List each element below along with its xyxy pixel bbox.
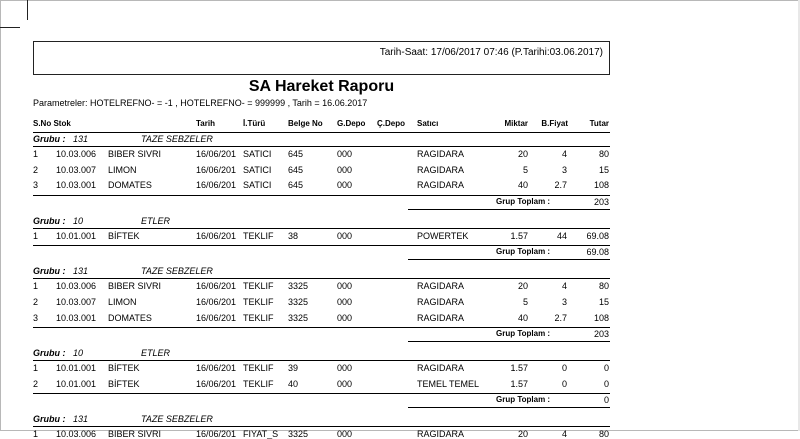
row-stok-name: BİFTEK (108, 230, 140, 241)
group-total-value: 0 (603, 395, 609, 406)
row-b-fiyat: 4 (561, 149, 567, 159)
row-b-fiyat: 44 (556, 230, 567, 241)
row-stok-code: 10.03.006 (56, 281, 97, 292)
row-stok-code: 10.01.001 (56, 378, 97, 389)
group-total-rule (33, 245, 610, 246)
row-stok-name: LIMON (108, 164, 137, 175)
row-b-fiyat: 2.7 (554, 180, 567, 191)
row-g-depo: 000 (337, 230, 353, 241)
group-label: Grubu : (33, 414, 66, 425)
group-label: Grubu : (33, 266, 66, 277)
group-rule (33, 278, 610, 279)
group-rule (33, 228, 610, 229)
row-g-depo: 000 (337, 312, 353, 323)
row-b-fiyat: 0 (561, 378, 567, 389)
row-stok-code: 10.03.007 (56, 297, 97, 307)
row-belge-no: 39 (288, 363, 299, 374)
row-turu: TEKLIF (243, 378, 274, 389)
row-no: 2 (33, 378, 39, 389)
row-g-depo: 000 (337, 281, 353, 292)
row-tutar: 0 (603, 378, 609, 389)
col-header-sno-stok: S.No Stok (33, 119, 71, 128)
row-tarih: 16/06/201 (196, 164, 237, 175)
row-turu: SATICI (243, 149, 272, 159)
row-miktar: 5 (522, 164, 528, 175)
row-no: 1 (33, 429, 39, 439)
row-b-fiyat: 2.7 (554, 312, 567, 323)
group-code: 131 (73, 266, 89, 277)
row-satici: POWERTEK (417, 230, 469, 241)
col-header-tutar: Tutar (589, 119, 609, 128)
group-label: Grubu : (33, 215, 66, 226)
row-tutar: 80 (598, 429, 609, 439)
report-header-box (33, 41, 610, 75)
row-tutar: 108 (593, 180, 609, 191)
group-rule (33, 360, 610, 361)
row-belge-no: 3325 (288, 429, 309, 439)
crop-mark-horizontal (0, 27, 20, 28)
row-no: 1 (33, 363, 39, 374)
row-no: 3 (33, 312, 39, 323)
report-date-stamp: Tarih-Saat: 17/06/2017 07:46 (P.Tarihi:03.06.2017) (379, 47, 603, 58)
col-header-g-depo: G.Depo (337, 119, 366, 128)
row-no: 1 (33, 281, 39, 292)
row-tarih: 16/06/201 (196, 230, 237, 241)
row-satici: RAGIDARA (417, 312, 465, 323)
row-stok-name: LIMON (108, 297, 137, 307)
row-stok-code: 10.03.001 (56, 312, 97, 323)
group-code: 10 (73, 215, 84, 226)
crop-mark-vertical (27, 0, 28, 20)
row-g-depo: 000 (337, 149, 353, 159)
row-g-depo: 000 (337, 429, 353, 439)
row-g-depo: 000 (337, 164, 353, 175)
row-miktar: 20 (517, 281, 528, 292)
row-no: 3 (33, 180, 39, 191)
row-belge-no: 3325 (288, 312, 309, 323)
row-miktar: 1.57 (510, 363, 528, 374)
group-rule (33, 146, 610, 147)
row-belge-no: 3325 (288, 281, 309, 292)
col-header-tarih: Tarih (196, 119, 215, 128)
group-name: ETLER (141, 215, 171, 226)
row-turu: TEKLIF (243, 363, 274, 374)
group-total-rule (33, 195, 610, 196)
row-stok-name: BİFTEK (108, 363, 140, 374)
row-stok-code: 10.03.006 (56, 149, 97, 159)
row-stok-code: 10.01.001 (56, 230, 97, 241)
row-tutar: 80 (598, 281, 609, 292)
group-total-value: 69.08 (586, 247, 609, 258)
group-total-rule (33, 393, 610, 394)
row-b-fiyat: 3 (561, 297, 567, 307)
group-code: 10 (73, 348, 84, 359)
col-header-b-fiyat: B.Fiyat (541, 119, 568, 128)
row-no: 1 (33, 230, 39, 241)
group-name: TAZE SEBZELER (141, 414, 213, 425)
group-label: Grubu : (33, 134, 66, 144)
row-satici: RAGIDARA (417, 297, 465, 307)
row-tarih: 16/06/201 (196, 149, 237, 159)
col-header-miktar: Miktar (504, 119, 528, 128)
row-tutar: 69.08 (586, 230, 609, 241)
row-stok-name: BIBER SIVRI (108, 429, 162, 439)
group-name: TAZE SEBZELER (141, 134, 213, 144)
row-belge-no: 645 (288, 164, 304, 175)
row-turu: TEKLIF (243, 281, 274, 292)
row-belge-no: 645 (288, 180, 304, 191)
group-rule (33, 426, 610, 427)
row-miktar: 40 (517, 312, 528, 323)
row-miktar: 20 (517, 149, 528, 159)
row-stok-name: DOMATES (108, 312, 152, 323)
group-total-label: Grup Toplam : (496, 247, 551, 257)
row-no: 2 (33, 164, 39, 175)
row-miktar: 20 (517, 429, 528, 439)
col-header-satici: Satıcı (417, 119, 439, 128)
group-code: 131 (73, 414, 89, 425)
row-belge-no: 3325 (288, 297, 309, 307)
row-miktar: 1.57 (510, 230, 528, 241)
row-tarih: 16/06/201 (196, 378, 237, 389)
row-satici: RAGIDARA (417, 363, 465, 374)
report-parameters: Parametreler: HOTELREFNO- = -1 , HOTELREFNO- = 999999 , Tarih = 16.06.2017 (33, 98, 368, 108)
row-turu: TEKLIF (243, 297, 274, 307)
col-header-belge-no: Belge No (288, 119, 323, 128)
row-stok-name: BİFTEK (108, 378, 140, 389)
row-turu: FIYAT_S (243, 429, 279, 439)
col-header-c-depo: Ç.Depo (377, 119, 405, 128)
row-g-depo: 000 (337, 297, 353, 307)
row-satici: RAGIDARA (417, 149, 465, 159)
group-total-underline (408, 341, 610, 342)
group-total-label: Grup Toplam : (496, 329, 551, 339)
row-turu: TEKLIF (243, 230, 274, 241)
row-turu: SATICI (243, 164, 272, 175)
row-stok-name: DOMATES (108, 180, 152, 191)
row-miktar: 5 (522, 297, 528, 307)
row-satici: RAGIDARA (417, 180, 465, 191)
row-satici: RAGIDARA (417, 164, 465, 175)
row-tarih: 16/06/201 (196, 180, 237, 191)
row-turu: SATICI (243, 180, 272, 191)
row-stok-name: BIBER SIVRI (108, 281, 162, 292)
group-total-underline (408, 407, 610, 408)
row-b-fiyat: 4 (561, 281, 567, 292)
row-g-depo: 000 (337, 180, 353, 191)
row-miktar: 1.57 (510, 378, 528, 389)
row-satici: RAGIDARA (417, 281, 465, 292)
row-tutar: 15 (598, 164, 609, 175)
row-stok-code: 10.03.006 (56, 429, 97, 439)
row-stok-name: BIBER SIVRI (108, 149, 162, 159)
group-label: Grubu : (33, 348, 66, 359)
row-belge-no: 40 (288, 378, 299, 389)
row-tarih: 16/06/201 (196, 297, 237, 307)
row-no: 2 (33, 297, 39, 307)
group-name: TAZE SEBZELER (141, 266, 213, 277)
group-total-label: Grup Toplam : (496, 395, 551, 405)
group-code: 131 (73, 134, 89, 144)
row-tutar: 15 (598, 297, 609, 307)
row-belge-no: 38 (288, 230, 299, 241)
row-stok-code: 10.03.007 (56, 164, 97, 175)
group-total-value: 203 (593, 196, 609, 207)
group-total-label: Grup Toplam : (496, 196, 551, 206)
row-g-depo: 000 (337, 363, 353, 374)
row-b-fiyat: 3 (561, 164, 567, 175)
row-belge-no: 645 (288, 149, 304, 159)
row-satici: TEMEL TEMEL (417, 378, 480, 389)
group-total-value: 203 (593, 329, 609, 340)
row-tarih: 16/06/201 (196, 281, 237, 292)
group-total-rule (33, 327, 610, 328)
col-header-turu: İ.Türü (243, 119, 266, 128)
row-stok-code: 10.01.001 (56, 363, 97, 374)
row-tutar: 0 (603, 363, 609, 374)
row-no: 1 (33, 149, 39, 159)
row-tutar: 108 (593, 312, 609, 323)
group-total-underline (408, 209, 610, 210)
group-total-underline (408, 259, 610, 260)
group-name: ETLER (141, 348, 171, 359)
row-tutar: 80 (598, 149, 609, 159)
row-tarih: 16/06/201 (196, 363, 237, 374)
header-rule (33, 132, 610, 133)
row-tarih: 16/06/201 (196, 429, 237, 439)
row-miktar: 40 (517, 180, 528, 191)
row-g-depo: 000 (337, 378, 353, 389)
row-b-fiyat: 4 (561, 429, 567, 439)
row-satici: RAGIDARA (417, 429, 465, 439)
row-stok-code: 10.03.001 (56, 180, 97, 191)
row-turu: TEKLIF (243, 312, 274, 323)
row-b-fiyat: 0 (561, 363, 567, 374)
report-title: SA Hareket Raporu (248, 78, 395, 95)
row-tarih: 16/06/201 (196, 312, 237, 323)
